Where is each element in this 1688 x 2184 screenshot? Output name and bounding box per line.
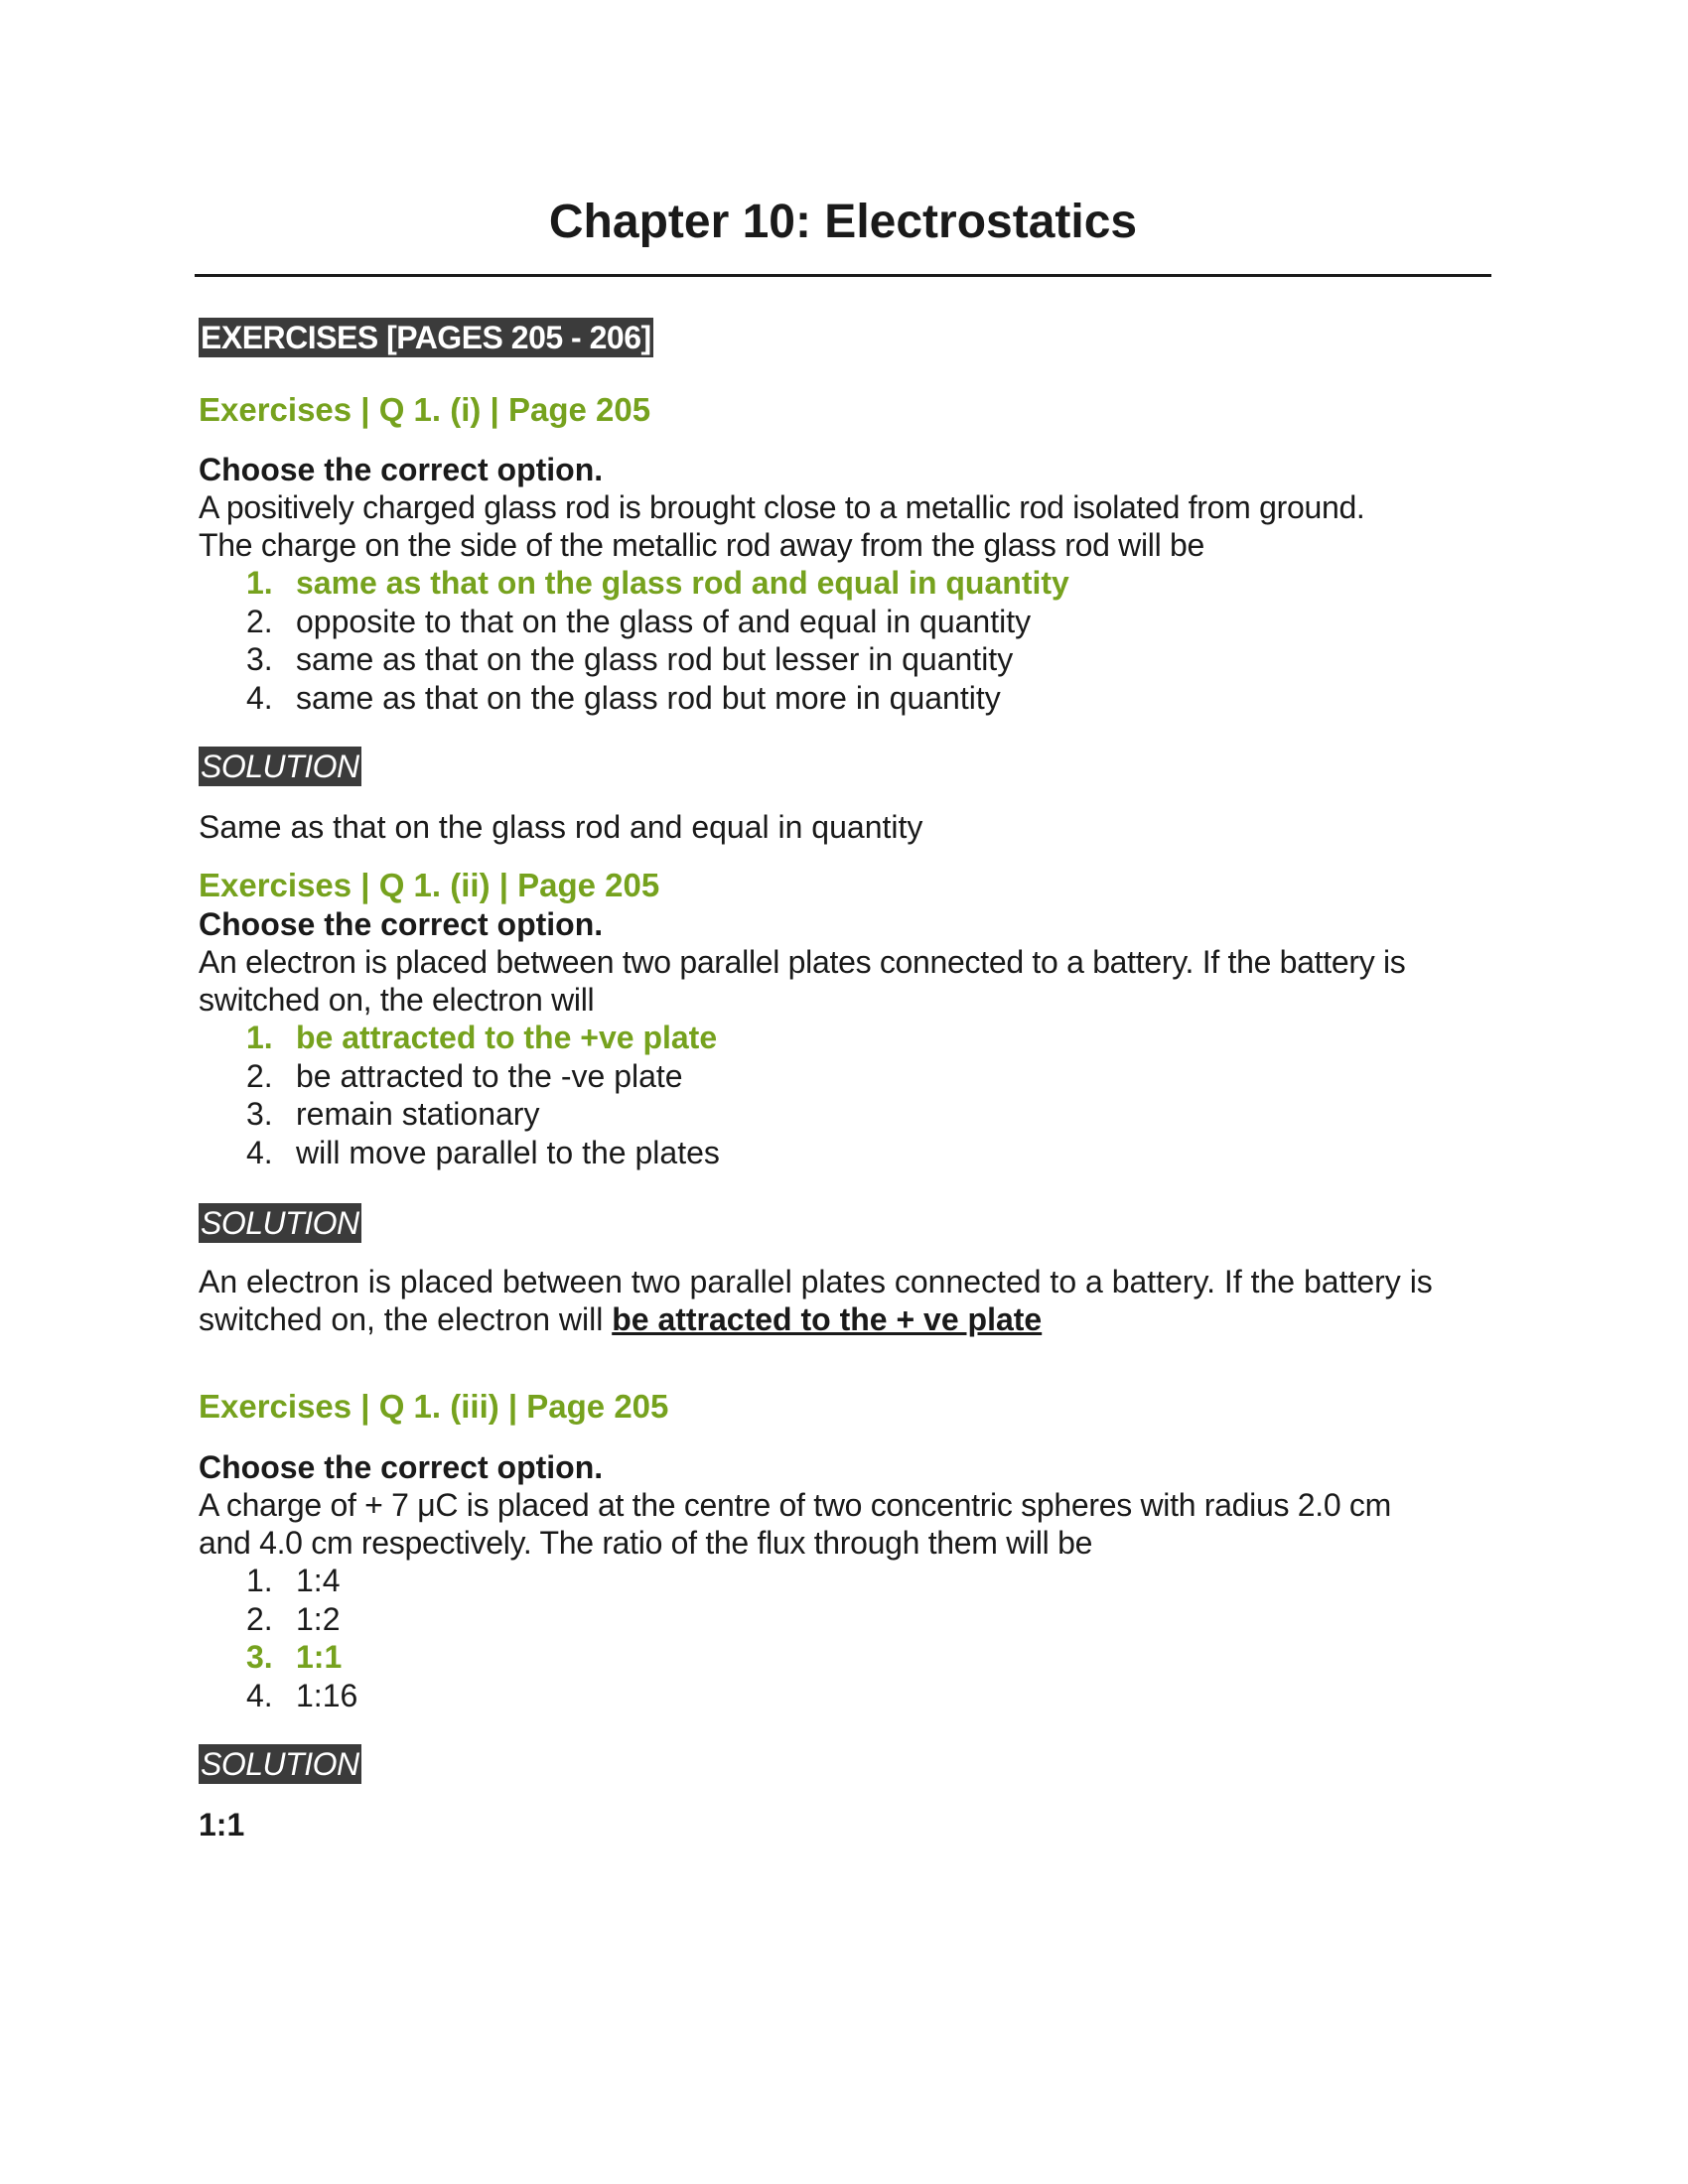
- option-item: [246, 679, 1489, 718]
- option-item: [246, 1095, 1489, 1134]
- section-label: EXERCISES [PAGES 205 - 206]: [201, 320, 651, 355]
- solution-header: [199, 747, 1489, 786]
- option-number: 3.: [246, 1096, 273, 1132]
- question-stem-line: and 4.0 cm respectively. The ratio of the flux through them will be: [199, 1525, 1093, 1561]
- question-stem-line: A positively charged glass rod is brought close to a metallic rod isolated from ground.: [199, 489, 1365, 525]
- question-stem-line: The charge on the side of the metallic rod away from the glass rod will be: [199, 527, 1204, 563]
- question-stem-line: A charge of + 7 μC is placed at the centre of two concentric spheres with radius 2.0 cm: [199, 1487, 1391, 1523]
- option-text: opposite to that on the glass of and equal in quantity: [296, 603, 1032, 639]
- option-list: [199, 564, 1489, 717]
- option-text: same as that on the glass rod but more in quantity: [296, 679, 1001, 716]
- question-block: [199, 390, 1489, 846]
- option-number: 4.: [246, 1134, 273, 1170]
- option-list: [199, 1019, 1489, 1171]
- solution-header: [199, 1203, 1489, 1243]
- option-number: 1.: [246, 565, 273, 601]
- solution-label: SOLUTION: [201, 1205, 359, 1241]
- option-item: [246, 1638, 1489, 1677]
- option-item: [246, 1677, 1489, 1715]
- question-block: [199, 866, 1489, 1338]
- option-number: 1.: [246, 1020, 273, 1055]
- option-item: [246, 1134, 1489, 1172]
- question-instruction: Choose the correct option.: [199, 1449, 604, 1485]
- option-number: 4.: [246, 679, 273, 716]
- option-item: [246, 1562, 1489, 1600]
- question-heading: Exercises | Q 1. (ii) | Page 205: [199, 867, 660, 903]
- solution-text: Same as that on the glass rod and equal in quantity: [199, 809, 923, 845]
- document-content: [199, 314, 1489, 1843]
- option-text: 1:2: [296, 1600, 341, 1637]
- question-stem-line: switched on, the electron will: [199, 982, 595, 1018]
- option-text: remain stationary: [296, 1096, 540, 1132]
- option-number: 2.: [246, 1057, 273, 1094]
- solution-text: 1:1: [199, 1807, 245, 1843]
- question-instruction: Choose the correct option.: [199, 452, 604, 487]
- option-number: 3.: [246, 641, 273, 677]
- option-item: [246, 640, 1489, 679]
- option-number: 2.: [246, 603, 273, 639]
- question-block: [199, 1387, 1489, 1843]
- option-text: be attracted to the -ve plate: [296, 1057, 683, 1094]
- section-header: [199, 318, 1489, 357]
- option-text: 1:4: [296, 1563, 341, 1598]
- option-item: [246, 564, 1489, 603]
- option-number: 4.: [246, 1677, 273, 1713]
- solution-text: An electron is placed between two parallel plates connected to a battery. If the battery is: [199, 1264, 1433, 1299]
- page-title: Chapter 10: Electrostatics: [548, 196, 1138, 248]
- solution-text-prefix: switched on, the electron will: [199, 1301, 613, 1337]
- option-item: [246, 1057, 1489, 1096]
- title-divider: [195, 274, 1491, 277]
- option-text: 1:16: [296, 1677, 358, 1713]
- solution-header: [199, 1744, 1489, 1784]
- option-text: will move parallel to the plates: [296, 1134, 720, 1170]
- option-item: [246, 603, 1489, 641]
- solution-text: [199, 1300, 1489, 1338]
- solution-label: SOLUTION: [201, 1746, 359, 1782]
- option-list: [199, 1562, 1489, 1714]
- solution-answer-emphasis: be attracted to the + ve plate: [612, 1301, 1043, 1337]
- question-instruction: Choose the correct option.: [199, 906, 604, 942]
- question-stem-line: An electron is placed between two parallel plates connected to a battery. If the battery is: [199, 944, 1406, 980]
- option-item: [246, 1600, 1489, 1639]
- option-item: [246, 1019, 1489, 1057]
- question-heading: Exercises | Q 1. (i) | Page 205: [199, 391, 651, 428]
- option-number: 3.: [246, 1639, 273, 1675]
- option-text: same as that on the glass rod but lesser in quantity: [296, 641, 1014, 677]
- solution-label: SOLUTION: [201, 749, 359, 784]
- option-number: 2.: [246, 1600, 273, 1637]
- option-text: same as that on the glass rod and equal in quantity: [296, 565, 1069, 601]
- option-text: 1:1: [296, 1639, 343, 1675]
- question-heading: Exercises | Q 1. (iii) | Page 205: [199, 1388, 669, 1425]
- option-text: be attracted to the +ve plate: [296, 1020, 718, 1055]
- option-number: 1.: [246, 1563, 273, 1598]
